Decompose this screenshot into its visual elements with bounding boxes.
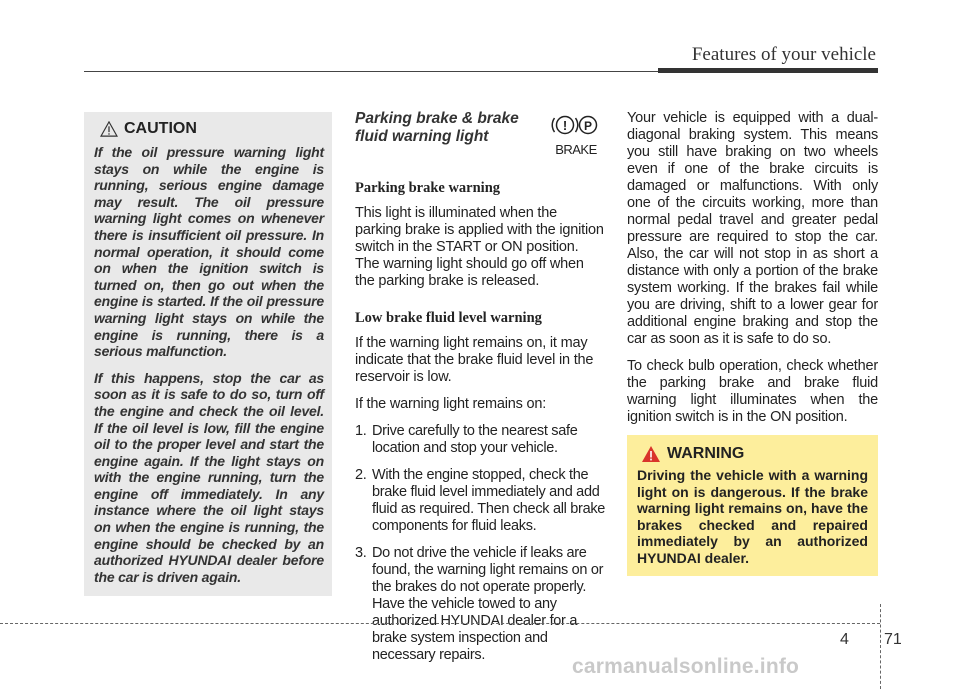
footer-divider — [880, 604, 881, 689]
fluid-warning-heading: Low brake fluid level warning — [355, 310, 542, 326]
parking-warning-text: This light is illuminated when the parking brake is applied with the ignition switch in the START or ON position. The warning light should go off when the parking brake is released. — [355, 205, 604, 289]
brake-icon-label: BRAKE — [555, 142, 597, 157]
step-item: 2. With the engine stopped, check the brake fluid level immediately and add fluid as required. Then check all brake components for fluid leaks. — [355, 467, 606, 534]
watermark: carmanualsonline.info — [572, 655, 800, 678]
dual-braking-paragraph: Your vehicle is equipped with a dual-diagonal braking system. This means you still have braking on two wheels even if one of the brake circuits is damaged or malfunctions. With only one of the circuits working, more than normal pedal travel and greater pedal pressure are required to stop the car. Also, the car will not stop in as short a distance with only a portion of the brake system working. If the brakes fail while you are driving, shift to a lower gear for additional engine braking and stop the car as soon as it is safe to do so. — [627, 110, 878, 347]
caution-box — [84, 112, 332, 596]
remains-text: If the warning light remains on: — [355, 396, 547, 412]
step-item: 1. Drive carefully to the nearest safe location and stop your vehicle. — [355, 423, 578, 456]
caution-header — [100, 120, 324, 138]
footer-rule — [0, 623, 880, 624]
header-title: Features of your vehicle — [691, 44, 876, 65]
warning-title: WARNING — [667, 445, 745, 462]
parking-brake-section — [355, 110, 606, 674]
parking-warning-heading: Parking brake warning — [355, 180, 501, 196]
bulb-check-paragraph: To check bulb operation, check whether the parking brake and brake fluid warning light illuminates when the ignition switch is in the ON position. — [627, 358, 878, 425]
header-rule — [84, 71, 658, 72]
warning-triangle-icon — [641, 445, 661, 463]
warning-box — [627, 435, 878, 576]
warning-text: Driving the vehicle with a warning light on is dangerous. If the brake warning light remains on, have the brakes checked and repaired immediately by an authorized HYUNDAI dealer. — [637, 467, 868, 566]
page-number: 71 — [884, 631, 902, 648]
brake-icon-exclamation: ! — [562, 118, 568, 133]
dual-braking-section — [627, 110, 878, 436]
caution-paragraph-2: If this happens, stop the car as soon as it is safe to do so, turn off the engine and check the oil level. If the oil level is low, fill the engine oil to the proper level and start the engine again. If the light stays on with the engine running, turn the engine off immediately. In any instance where the oil light stays on when the engine is running, the engine should be checked by an authorized HYUNDAI dealer before the car is driven again. — [94, 369, 324, 585]
steps-list — [355, 423, 606, 664]
header-rule-accent — [658, 68, 878, 73]
section-title: Parking brake & brake fluid warning light — [355, 110, 519, 145]
step-item: 3. Do not drive the vehicle if leaks are found, the warning light remains on or the brakes do not operate properly. Have the vehicle towed to any authorized HYUNDAI dealer for a brake system inspection and necessary repairs. — [355, 545, 604, 663]
brake-warning-icon — [544, 110, 606, 162]
warning-header — [641, 445, 868, 463]
fluid-warning-text: If the warning light remains on, it may indicate that the brake fluid level in the reservoir is low. — [355, 335, 594, 385]
caution-triangle-icon — [100, 121, 118, 137]
caution-title: CAUTION — [124, 120, 197, 137]
section-number: 4 — [840, 631, 849, 648]
caution-paragraph-1: If the oil pressure warning light stays on while the engine is running, serious engine damage may result. The oil pressure warning light comes on whenever there is insufficient oil pressure. In normal operation, it should come on when the ignition switch is turned on, then go out when the engine is started. If the oil pressure warning light stays on while the engine is running, there is a serious malfunction. — [94, 144, 324, 360]
brake-icon-p: P — [583, 119, 593, 133]
